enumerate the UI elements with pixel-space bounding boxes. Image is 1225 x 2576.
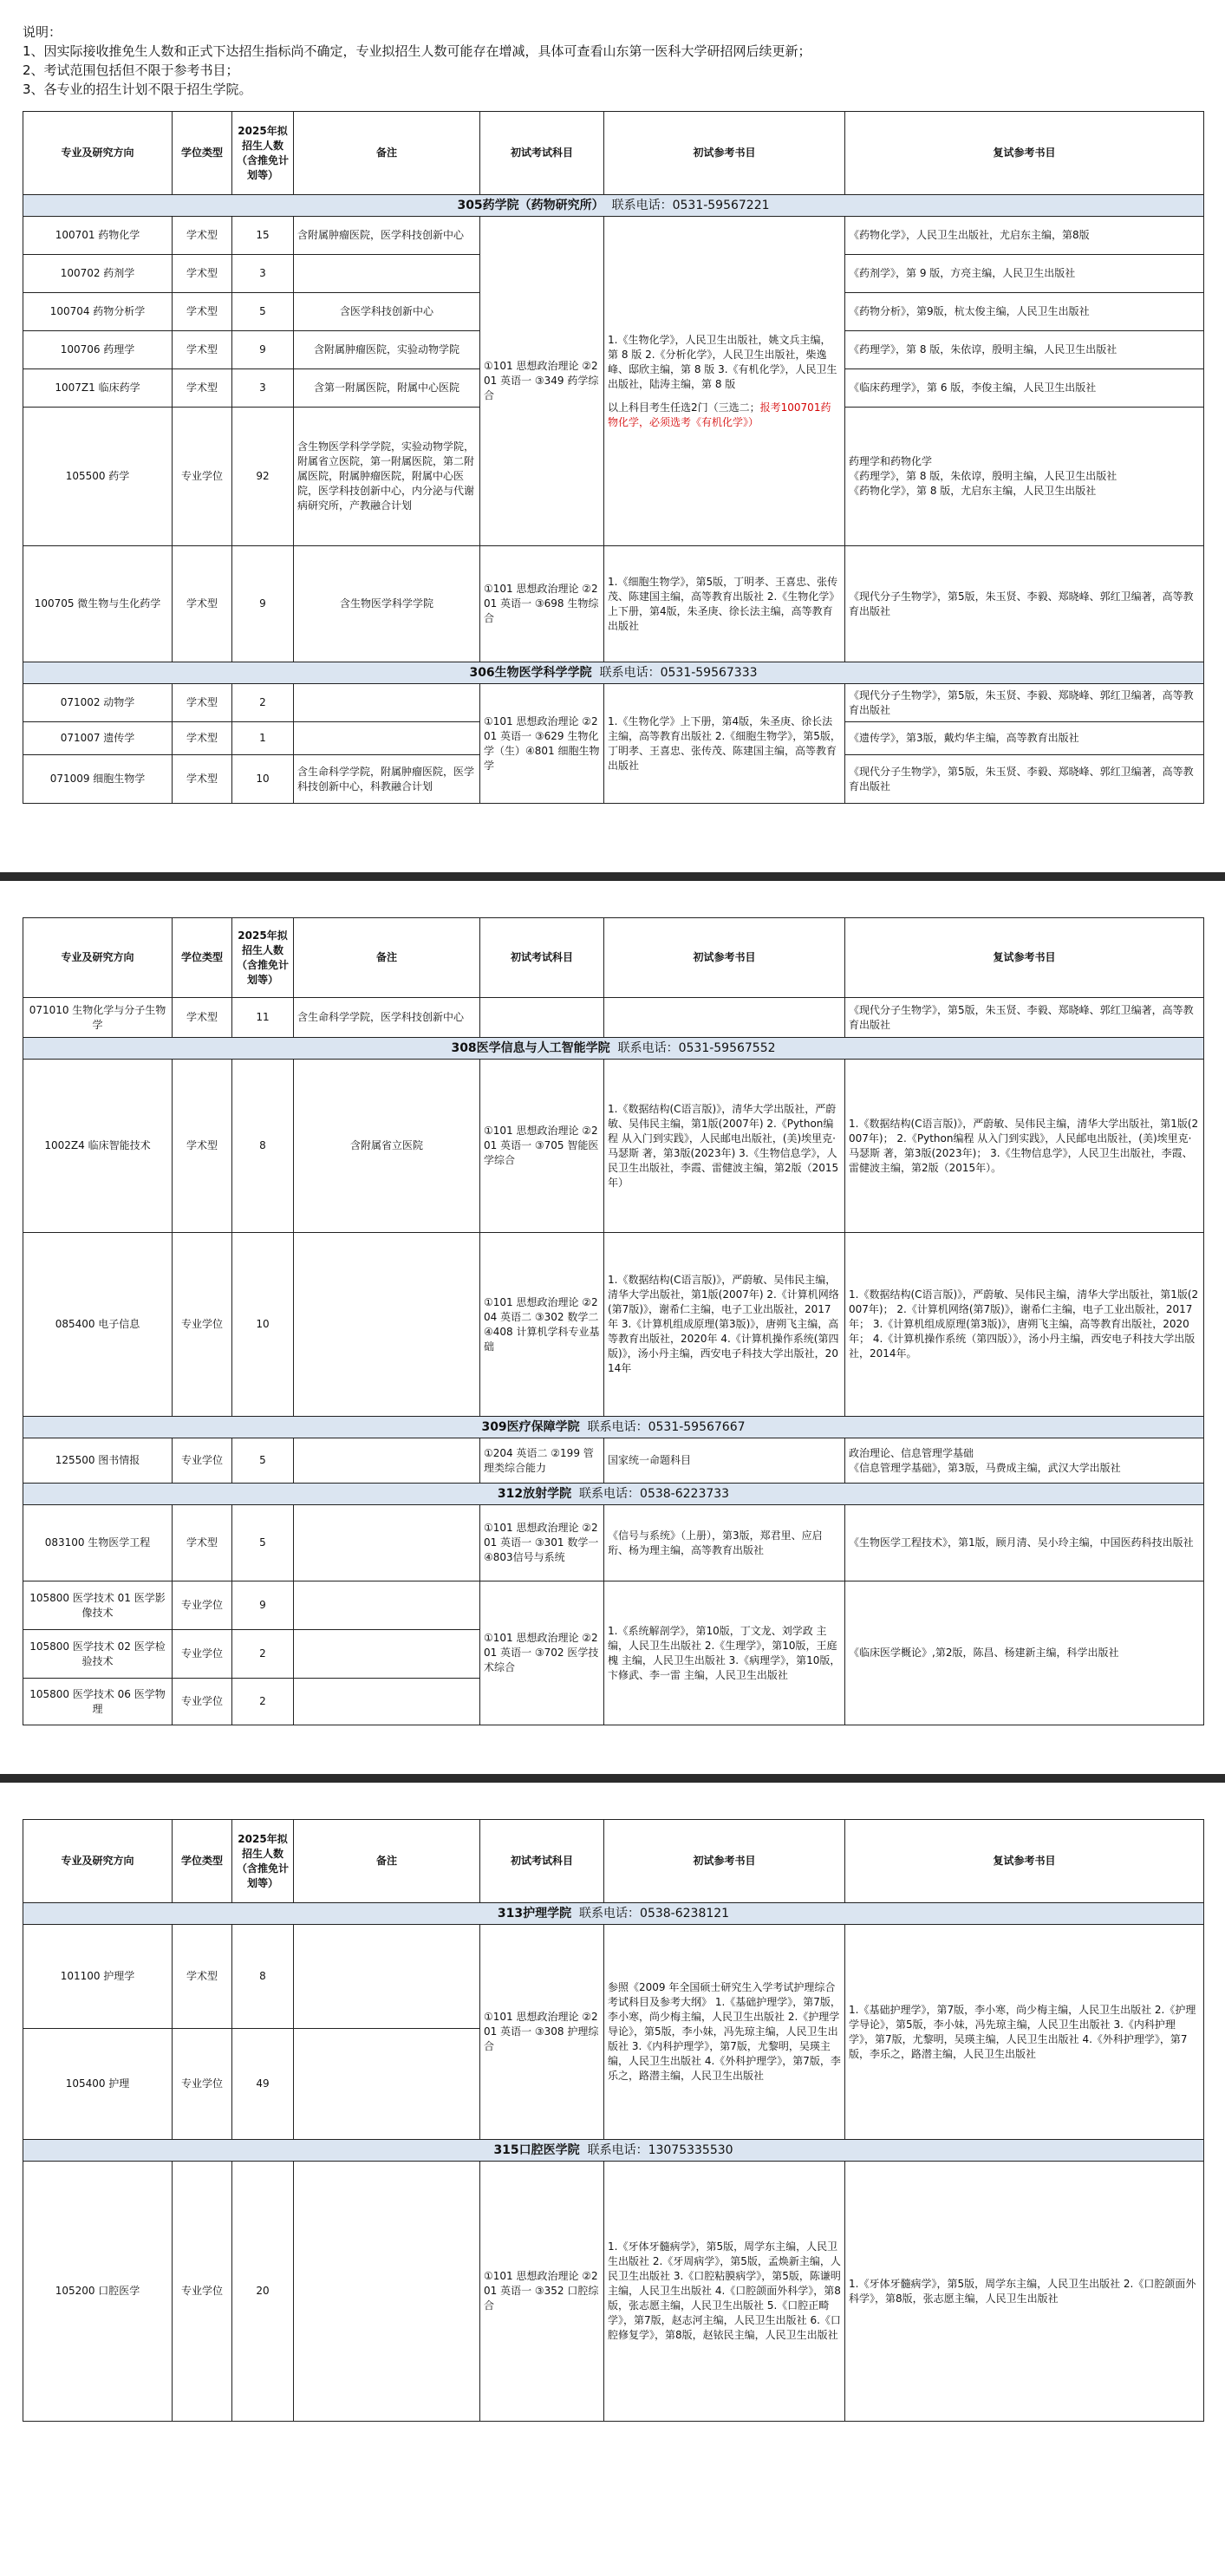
section-phone: 联系电话：0538-6238121	[579, 1906, 730, 1921]
count-cell: 2	[232, 1630, 294, 1679]
section-phone: 联系电话：0531-59567221	[611, 198, 770, 212]
count-cell: 49	[232, 2029, 294, 2140]
section-name: 309医疗保障学院	[481, 1419, 580, 1434]
section-name: 315口腔医学院	[493, 2142, 580, 2157]
header-type: 学位类型	[173, 918, 232, 998]
count-cell: 9	[232, 331, 294, 369]
remark-cell	[294, 2162, 480, 2422]
major-cell: 105500 药学	[23, 408, 173, 546]
books2-cell: 《现代分子生物学》，第5版，朱玉贤、李毅、郑晓峰、郭红卫编著，高等教育出版社	[845, 684, 1204, 722]
count-cell: 2	[232, 1679, 294, 1725]
type-cell: 学术型	[173, 293, 232, 331]
books2-cell	[845, 408, 1204, 546]
books1-cell: 国家统一命题科目	[604, 1438, 845, 1484]
count-cell: 2	[232, 684, 294, 722]
note-3: 3、各专业的招生计划不限于招生学院。	[23, 82, 252, 97]
section-name: 308医学信息与人工智能学院	[451, 1040, 610, 1055]
count-cell: 5	[232, 293, 294, 331]
books2-cell: 《现代分子生物学》，第5版，朱玉贤、李毅、郑晓峰、郭红卫编著，高等教育出版社	[845, 546, 1204, 662]
books2-cell: 《临床药理学》，第 6 版，李俊主编，人民卫生出版社	[845, 369, 1204, 408]
exam-cell: ①101 思想政治理论 ②201 英语一 ③629 生物化学（生）④801 细胞生物学	[480, 684, 604, 804]
table-row	[23, 2162, 1204, 2422]
remark-cell: 含附属省立医院	[294, 1060, 480, 1233]
section-header	[23, 195, 1204, 217]
table-row	[23, 217, 1204, 255]
table-row	[23, 1438, 1204, 1484]
exam-cell: ①101 思想政治理论 ②201 英语一 ③705 智能医学综合	[480, 1060, 604, 1233]
type-cell: 专业学位	[173, 1679, 232, 1725]
major-cell: 100706 药理学	[23, 331, 173, 369]
page-separator	[0, 1774, 1225, 1783]
remark-cell: 含生物医学科学学院	[294, 546, 480, 662]
section-phone: 联系电话：0531-59567667	[587, 1419, 746, 1434]
count-cell: 10	[232, 755, 294, 804]
major-cell: 101100 护理学	[23, 1925, 173, 2029]
exam-cell: ①101 思想政治理论 ②201 英语一 ③352 口腔综合	[480, 2162, 604, 2422]
header-remark: 备注	[294, 918, 480, 998]
section-name: 312放射学院	[497, 1486, 572, 1501]
major-cell: 100705 微生物与生化药学	[23, 546, 173, 662]
type-cell: 学术型	[173, 331, 232, 369]
major-cell: 071010 生物化学与分子生物学	[23, 998, 173, 1038]
type-cell: 学术型	[173, 369, 232, 408]
type-cell: 专业学位	[173, 1581, 232, 1630]
count-cell: 92	[232, 408, 294, 546]
books1-cell	[604, 998, 845, 1038]
count-cell: 8	[232, 1925, 294, 2029]
major-cell: 1002Z4 临床智能技术	[23, 1060, 173, 1233]
remark-cell: 含附属肿瘤医院，医学科技创新中心	[294, 217, 480, 255]
remark-cell: 含医学科技创新中心	[294, 293, 480, 331]
header-type: 学位类型	[173, 1820, 232, 1903]
books2-cell: 《药理学》，第 8 版，朱依谆，殷明主编，人民卫生出版社	[845, 331, 1204, 369]
books1-cell: 参照《2009 年全国硕士研究生入学考试护理综合考试科目及参考大纲》 1.《基础护理学》，第7版，李小寒，尚少梅主编，人民卫生出版社 2.《护理学导论》，第5版，李小妹，冯先琼主编，人民卫生出版社 3.《内科护理学》，第7版，尤黎明，吴瑛主编，人民卫生出版社 4.《外科护理学》，第7版，李乐之，路潜主编，人民卫生出版社	[604, 1925, 845, 2140]
header-exam: 初试考试科目	[480, 112, 604, 195]
type-cell: 学术型	[173, 546, 232, 662]
section-phone: 联系电话：0531-59567552	[617, 1040, 776, 1055]
table-row	[23, 1060, 1204, 1233]
books1-cell: 1.《细胞生物学》，第5版，丁明孝、王喜忠、张传茂、陈建国主编，高等教育出版社 2.《生物化学》上下册，第4版，朱圣庚、徐长法主编，高等教育出版社	[604, 546, 845, 662]
type-cell: 专业学位	[173, 2029, 232, 2140]
section-header	[23, 1903, 1204, 1925]
major-cell: 071009 细胞生物学	[23, 755, 173, 804]
books2-cell: 《现代分子生物学》，第5版，朱玉贤、李毅、郑晓峰、郭红卫编著，高等教育出版社	[845, 998, 1204, 1038]
header-books1: 初试参考书目	[604, 918, 845, 998]
section-phone: 联系电话：13075335530	[587, 2142, 733, 2157]
header-count: 2025年拟招生人数（含推免计划等）	[232, 918, 294, 998]
major-cell: 100704 药物分析学	[23, 293, 173, 331]
count-cell: 3	[232, 369, 294, 408]
section-name: 313护理学院	[497, 1906, 572, 1921]
count-cell: 11	[232, 998, 294, 1038]
books1-cell: 1.《牙体牙髓病学》，第5版，周学东主编，人民卫生出版社 2.《牙周病学》，第5版，孟焕新主编，人民卫生出版社 3.《口腔粘膜病学》，第5版，陈谦明主编，人民卫生出版社 4.《口腔颌面外科学》，第8版，张志愿主编，人民卫生出版社 5.《口腔正畸学》，第7版，赵志河主编，人民卫生出版社 6.《口腔修复学》，第8版，赵铱民主编，人民卫生出版社	[604, 2162, 845, 2422]
type-cell: 学术型	[173, 255, 232, 293]
books1-text: 1.《生物化学》，人民卫生出版社，姚文兵主编，第 8 版 2.《分析化学》，人民卫生出版社，柴逸峰、邸欣主编，第 8 版 3.《有机化学》，人民卫生出版社，陆涛主编，第 8 版	[608, 333, 837, 390]
count-cell: 9	[232, 1581, 294, 1630]
major-cell: 071007 遗传学	[23, 722, 173, 755]
remark-cell	[294, 1679, 480, 1725]
major-cell: 100701 药物化学	[23, 217, 173, 255]
header-books2: 复试参考书目	[845, 918, 1204, 998]
exam-cell: ①101 思想政治理论 ②201 英语一 ③301 数学一 ④803信号与系统	[480, 1505, 604, 1581]
major-cell: 085400 电子信息	[23, 1233, 173, 1417]
major-cell: 105200 口腔医学	[23, 2162, 173, 2422]
header-major: 专业及研究方向	[23, 1820, 173, 1903]
remark-cell	[294, 2029, 480, 2140]
major-cell: 105800 医学技术 01 医学影像技术	[23, 1581, 173, 1630]
major-cell: 1007Z1 临床药学	[23, 369, 173, 408]
remark-cell	[294, 684, 480, 722]
books1-cell: 《信号与系统》（上册），第3版，郑君里、应启珩、杨为理主编，高等教育出版社	[604, 1505, 845, 1581]
remark-cell	[294, 1925, 480, 2029]
admissions-table-3	[23, 1819, 1204, 2422]
exam-cell: ①204 英语二 ②199 管理类综合能力	[480, 1438, 604, 1484]
type-cell: 学术型	[173, 1060, 232, 1233]
section-header	[23, 2140, 1204, 2162]
table-row	[23, 998, 1204, 1038]
table-row	[23, 1925, 1204, 2029]
remark-cell: 含生物医学科学学院，实验动物学院，附属省立医院，第一附属医院，第二附属医院，附属肿瘤医院，附属中心医院，医学科技创新中心，内分泌与代谢病研究所，产教融合计划	[294, 408, 480, 546]
books2-line: 《信息管理学基础》，第3版，马费成主编，武汉大学出版社	[849, 1461, 1121, 1474]
table-row	[23, 1233, 1204, 1417]
table-header	[23, 1820, 1204, 1903]
books2-cell: 1.《基础护理学》，第7版，李小寒，尚少梅主编，人民卫生出版社 2.《护理学导论》，第5版，李小妹，冯先琼主编，人民卫生出版社 3.《内科护理学》，第7版，尤黎明，吴瑛主编，人民卫生出版社 4.《外科护理学》，第7版，李乐之，路潜主编，人民卫生出版社	[845, 1925, 1204, 2140]
count-cell: 5	[232, 1438, 294, 1484]
count-cell: 1	[232, 722, 294, 755]
books1-cell: 1.《生物化学》上下册，第4版，朱圣庚、徐长法主编，高等教育出版社 2.《细胞生物学》，第5版，丁明孝、王喜忠、张传茂、陈建国主编，高等教育出版社	[604, 684, 845, 804]
type-cell: 专业学位	[173, 1233, 232, 1417]
table-header	[23, 918, 1204, 998]
books2-cell: 1.《数据结构(C语言版)》，严蔚敏、吴伟民主编，清华大学出版社，第1版(2007年)； 2.《计算机网络(第7版)》，谢希仁主编，电子工业出版社，2017年； 3.《计算机组成原理(第3版)》，唐朔飞主编，高等教育出版社，2020年； 4.《计算机操作系统（第四版）》，汤小丹主编，西安电子科技大学出版社，2014年。	[845, 1233, 1204, 1417]
note-2: 2、考试范围包括但不限于参考书目；	[23, 62, 239, 78]
books2-line: 药理学和药物化学	[849, 455, 933, 467]
section-phone: 联系电话：0531-59567333	[599, 665, 758, 680]
table-row	[23, 1505, 1204, 1581]
books1-note: 以上科目考生任选2门（三选二；	[608, 401, 760, 414]
page-separator	[0, 872, 1225, 881]
books1-red-note: 报考100701药物化学，必须选考《有机化学》）	[608, 401, 831, 428]
section-name: 305药学院（药物研究所）	[457, 198, 604, 212]
section-header	[23, 1417, 1204, 1438]
type-cell: 学术型	[173, 755, 232, 804]
books2-cell: 《遗传学》，第3版，戴灼华主编，高等教育出版社	[845, 722, 1204, 755]
type-cell: 学术型	[173, 722, 232, 755]
remark-cell: 含第一附属医院，附属中心医院	[294, 369, 480, 408]
type-cell: 专业学位	[173, 1438, 232, 1484]
header-major: 专业及研究方向	[23, 112, 173, 195]
exam-cell: ①101 思想政治理论 ②204 英语二 ③302 数学二 ④408 计算机学科专业基础	[480, 1233, 604, 1417]
books1-cell: 1.《数据结构(C语言版)》，清华大学出版社，严蔚敏、吴伟民主编，第1版(2007年) 2.《Python编程 从入门到实践》，人民邮电出版社，(美)埃里克·马瑟斯 著，第3版(2023年) 3.《生物信息学》，人民卫生出版社，李霞、雷健波主编，第2版（2015年）	[604, 1060, 845, 1233]
notes	[23, 23, 811, 99]
type-cell: 学术型	[173, 684, 232, 722]
remark-cell	[294, 255, 480, 293]
books2-cell: 《现代分子生物学》，第5版，朱玉贤、李毅、郑晓峰、郭红卫编著，高等教育出版社	[845, 755, 1204, 804]
section-header	[23, 1484, 1204, 1505]
remark-cell: 含生命科学学院，附属肿瘤医院，医学科技创新中心，科教融合计划	[294, 755, 480, 804]
type-cell: 学术型	[173, 217, 232, 255]
exam-cell: ①101 思想政治理论 ②201 英语一 ③702 医学技术综合	[480, 1581, 604, 1725]
books2-line: 《药理学》，第 8 版，朱依谆，殷明主编，人民卫生出版社	[849, 470, 1117, 482]
admissions-table-2	[23, 917, 1204, 1725]
books1-cell: 1.《系统解剖学》，第10版，丁文龙、刘学政 主编，人民卫生出版社 2.《生理学》，第10版，王庭槐 主编，人民卫生出版社 3.《病理学》，第10版，卞修武、李一雷 主编，人民卫生出版社	[604, 1581, 845, 1725]
header-remark: 备注	[294, 1820, 480, 1903]
exam-cell: ①101 思想政治理论 ②201 英语一 ③698 生物综合	[480, 546, 604, 662]
header-count: 2025年拟招生人数（含推免计划等）	[232, 112, 294, 195]
table-header	[23, 112, 1204, 195]
books2-cell: 1.《数据结构(C语言版)》，严蔚敏、吴伟民主编，清华大学出版社，第1版(2007年)； 2.《Python编程 从入门到实践》，人民邮电出版社，(美)埃里克·马瑟斯 著，第3版(2023年)； 3.《生物信息学》，人民卫生出版社，李霞、雷健波主编，第2版（2015年）。	[845, 1060, 1204, 1233]
type-cell: 专业学位	[173, 1630, 232, 1679]
table-row	[23, 546, 1204, 662]
count-cell: 10	[232, 1233, 294, 1417]
remark-cell: 含附属肿瘤医院，实验动物学院	[294, 331, 480, 369]
count-cell: 5	[232, 1505, 294, 1581]
books1-cell	[604, 217, 845, 546]
header-books2: 复试参考书目	[845, 112, 1204, 195]
major-cell: 105400 护理	[23, 2029, 173, 2140]
remark-cell	[294, 1505, 480, 1581]
remark-cell	[294, 1630, 480, 1679]
major-cell: 105800 医学技术 06 医学物理	[23, 1679, 173, 1725]
remark-cell	[294, 1438, 480, 1484]
header-exam: 初试考试科目	[480, 918, 604, 998]
note-1: 1、因实际接收推免生人数和正式下达招生指标尚不确定，专业拟招生人数可能存在增减，具体可查看山东第一医科大学研招网后续更新；	[23, 43, 811, 59]
type-cell: 专业学位	[173, 408, 232, 546]
header-exam: 初试考试科目	[480, 1820, 604, 1903]
section-header	[23, 1038, 1204, 1060]
count-cell: 15	[232, 217, 294, 255]
books2-cell: 1.《牙体牙髓病学》，第5版，周学东主编，人民卫生出版社 2.《口腔颌面外科学》，第8版，张志愿主编，人民卫生出版社	[845, 2162, 1204, 2422]
books2-line: 政治理论、信息管理学基础	[849, 1446, 974, 1459]
exam-cell: ①101 思想政治理论 ②201 英语一 ③349 药学综合	[480, 217, 604, 546]
count-cell: 20	[232, 2162, 294, 2422]
major-cell: 071002 动物学	[23, 684, 173, 722]
books2-cell: 《药物化学》，人民卫生出版社，尤启东主编，第8版	[845, 217, 1204, 255]
header-type: 学位类型	[173, 112, 232, 195]
section-header	[23, 662, 1204, 684]
admissions-table-1	[23, 111, 1204, 804]
books2-cell: 《临床医学概论》,第2版，陈昌、杨建新主编，科学出版社	[845, 1581, 1204, 1725]
books2-cell	[845, 1438, 1204, 1484]
remark-cell	[294, 722, 480, 755]
type-cell: 学术型	[173, 1505, 232, 1581]
header-count: 2025年拟招生人数（含推免计划等）	[232, 1820, 294, 1903]
books2-line: 《药物化学》，第 8 版，尤启东主编，人民卫生出版社	[849, 485, 1097, 497]
notes-title: 说明：	[23, 24, 62, 40]
books2-cell: 《药剂学》，第 9 版，方亮主编，人民卫生出版社	[845, 255, 1204, 293]
count-cell: 3	[232, 255, 294, 293]
section-phone: 联系电话：0538-6223733	[579, 1486, 730, 1501]
header-books1: 初试参考书目	[604, 1820, 845, 1903]
books2-cell: 《生物医学工程技术》，第1版，顾月清、吴小玲主编，中国医药科技出版社	[845, 1505, 1204, 1581]
section-name: 306生物医学科学学院	[469, 665, 592, 680]
major-cell: 100702 药剂学	[23, 255, 173, 293]
count-cell: 9	[232, 546, 294, 662]
exam-cell	[480, 998, 604, 1038]
major-cell: 105800 医学技术 02 医学检验技术	[23, 1630, 173, 1679]
type-cell: 学术型	[173, 1925, 232, 2029]
remark-cell	[294, 1581, 480, 1630]
major-cell: 083100 生物医学工程	[23, 1505, 173, 1581]
table-row	[23, 1581, 1204, 1630]
books2-cell: 《药物分析》，第9版，杭太俊主编，人民卫生出版社	[845, 293, 1204, 331]
books1-cell: 1.《数据结构(C语言版)》，严蔚敏、吴伟民主编，清华大学出版社，第1版(2007年) 2.《计算机网络(第7版)》，谢希仁主编，电子工业出版社，2017年 3.《计算机组成原理(第3版)》，唐朔飞主编，高等教育出版社，2020年 4.《计算机操作系统(第四版)》，汤小丹主编，西安电子科技大学出版社，2014年	[604, 1233, 845, 1417]
major-cell: 125500 图书情报	[23, 1438, 173, 1484]
header-remark: 备注	[294, 112, 480, 195]
table-row	[23, 684, 1204, 722]
header-books1: 初试参考书目	[604, 112, 845, 195]
remark-cell: 含生命科学学院，医学科技创新中心	[294, 998, 480, 1038]
header-major: 专业及研究方向	[23, 918, 173, 998]
type-cell: 学术型	[173, 998, 232, 1038]
count-cell: 8	[232, 1060, 294, 1233]
exam-cell: ①101 思想政治理论 ②201 英语一 ③308 护理综合	[480, 1925, 604, 2140]
remark-cell	[294, 1233, 480, 1417]
header-books2: 复试参考书目	[845, 1820, 1204, 1903]
type-cell: 专业学位	[173, 2162, 232, 2422]
